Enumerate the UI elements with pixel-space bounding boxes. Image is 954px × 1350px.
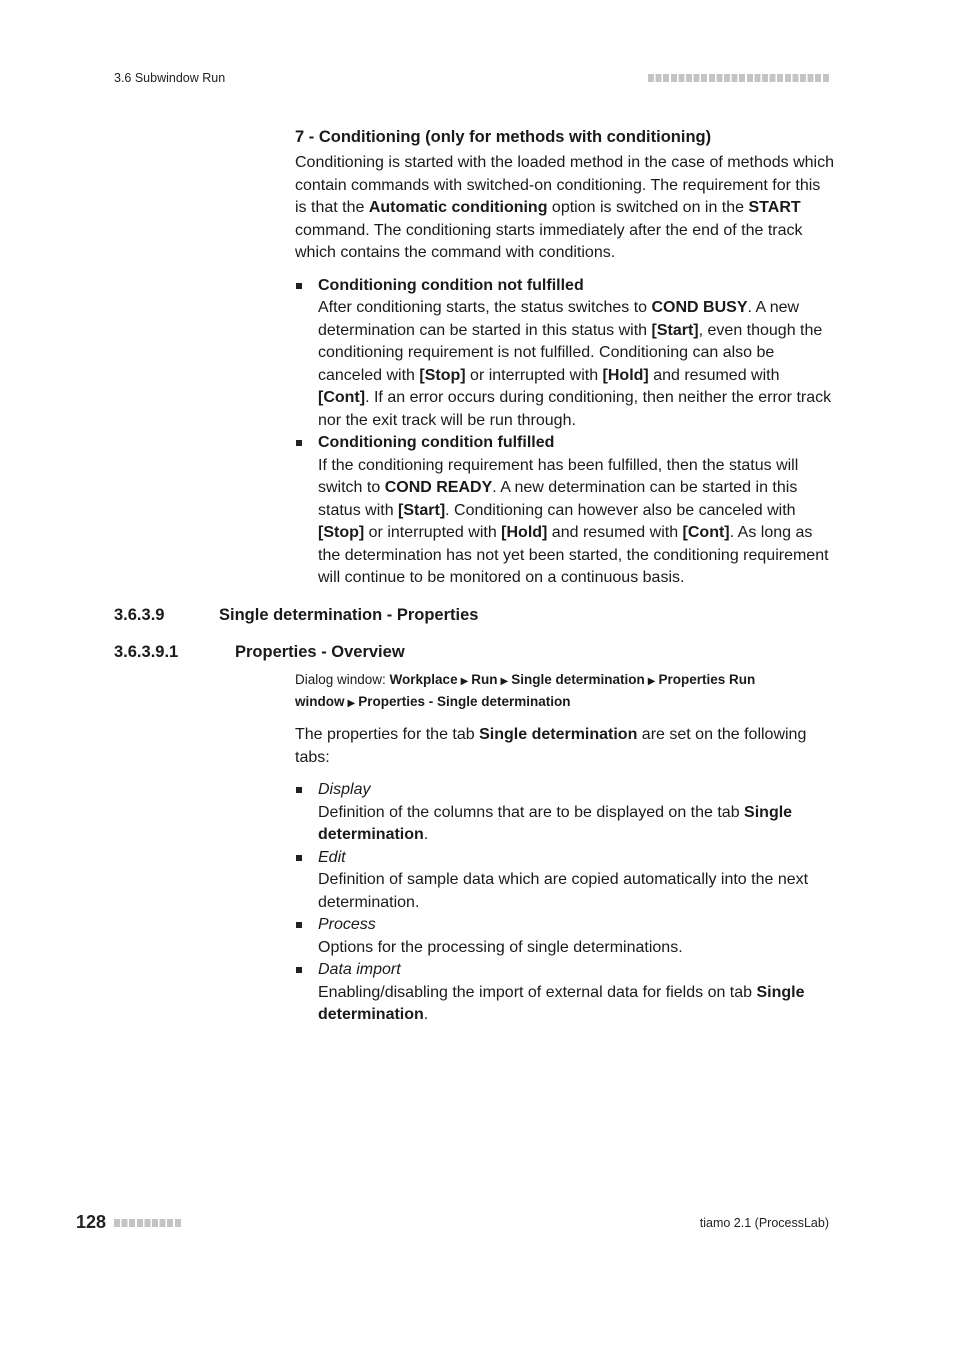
triangle-right-icon: ▶	[347, 698, 356, 709]
list-item: Data import Enabling/disabling the import of external data for fields on tab Single determination.	[295, 959, 835, 1027]
list-item: Conditioning condition not fulfilled After conditioning starts, the status switches to COND BUSY. A new determination can be started in this status with [Start], even though the conditioning requirement is not fulfilled. Conditioning can also be canceled with [Stop] or interrupted with [Hold] and resumed with [Cont]. If an error occurs during conditioning, then neither the error track nor the exit track will be run through.	[295, 275, 835, 433]
overview-section	[295, 670, 835, 1027]
conditioning-intro: Conditioning is started with the loaded method in the case of methods which contain commands with switched-on conditioning. The requirement for this is that the Automatic conditioning option is switched on in the START command. The conditioning starts immediately after the end of the track which contains the command with conditions.	[295, 154, 834, 261]
section-heading-3-6-3-9-1: 3.6.3.9.1 Properties - Overview	[114, 643, 405, 661]
triangle-right-icon: ▶	[647, 676, 656, 687]
footer-decoration	[114, 1219, 182, 1227]
section-heading-3-6-3-9: 3.6.3.9 Single determination - Properties	[114, 606, 479, 624]
running-header: 3.6 Subwindow Run	[114, 71, 226, 85]
breadcrumb-item: Properties Run window	[295, 672, 756, 709]
header-decoration	[648, 74, 829, 82]
dialog-path: Dialog window: Workplace ▶ Run ▶ Single determination ▶ Properties Run window ▶ Properties - Single determination	[295, 672, 756, 709]
start-command-term: START	[748, 199, 801, 216]
breadcrumb-item: Single determination	[511, 672, 645, 687]
list-item: Edit Definition of sample data which are copied automatically into the next determination.	[295, 847, 835, 915]
conditioning-title: 7 - Conditioning (only for methods with conditioning)	[295, 128, 712, 146]
conditioning-list	[295, 275, 835, 590]
automatic-conditioning-term: Automatic conditioning	[368, 199, 548, 216]
conditioning-section	[295, 128, 835, 590]
tabs-list	[295, 779, 835, 1027]
list-item: Process Options for the processing of single determinations.	[295, 914, 835, 959]
triangle-right-icon: ▶	[500, 676, 509, 687]
breadcrumb-item: Workplace	[389, 672, 458, 687]
breadcrumb-item: Run	[471, 672, 498, 687]
breadcrumb-item: Properties - Single determination	[358, 694, 571, 709]
triangle-right-icon: ▶	[460, 676, 469, 687]
overview-intro: The properties for the tab Single determination are set on the following tabs:	[295, 726, 807, 766]
page-number: 128	[76, 1212, 107, 1232]
list-item: Conditioning condition fulfilled If the conditioning requirement has been fulfilled, then the status will switch to COND READY. A new determination can be started in this status with [Start]. Conditioning can however also be canceled with [Stop] or interrupted with [Hold] and resumed with [Cont]. As long as the determination has not yet been started, the conditioning requirement will continue to be monitored on a continuous basis.	[295, 432, 835, 590]
product-name: tiamo 2.1 (ProcessLab)	[699, 1216, 829, 1230]
list-item: Display Definition of the columns that are to be displayed on the tab Single determination.	[295, 779, 835, 847]
